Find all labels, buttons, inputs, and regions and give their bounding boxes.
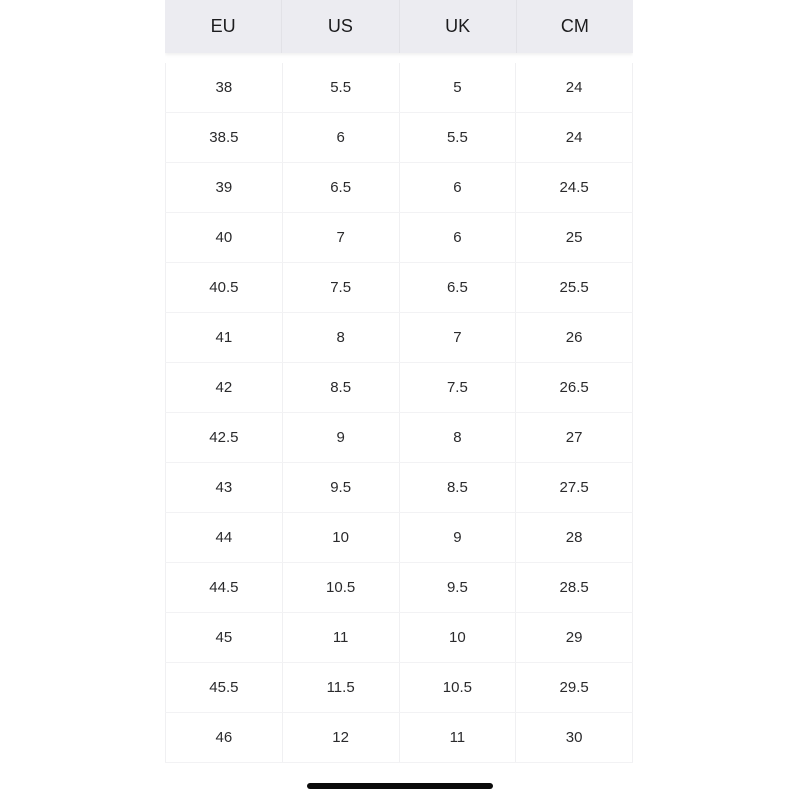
cell-cm: 28 <box>516 513 633 562</box>
cell-us: 5.5 <box>283 63 400 112</box>
cell-cm: 26.5 <box>516 363 633 412</box>
table-row <box>165 263 633 313</box>
cell-us: 11 <box>283 613 400 662</box>
cell-uk: 9 <box>400 513 517 562</box>
cell-uk: 8 <box>400 413 517 462</box>
cell-cm: 24.5 <box>516 163 633 212</box>
cell-eu: 40 <box>165 213 283 262</box>
cell-uk: 8.5 <box>400 463 517 512</box>
column-header-cm: CM <box>560 16 589 36</box>
cell-cm: 24 <box>516 113 633 162</box>
cell-uk: 6 <box>400 213 517 262</box>
cell-eu: 45.5 <box>165 663 283 712</box>
cell-cm: 30 <box>516 713 633 762</box>
cell-eu: 41 <box>165 313 283 362</box>
cell-eu: 46 <box>165 713 283 762</box>
table-row <box>165 363 633 413</box>
cell-us: 6.5 <box>283 163 400 212</box>
cell-us: 8.5 <box>283 363 400 412</box>
cell-uk: 11 <box>400 713 517 762</box>
column-header-eu: EU <box>165 0 282 53</box>
table-row <box>165 463 633 513</box>
cell-us: 8 <box>283 313 400 362</box>
cell-cm: 26 <box>516 313 633 362</box>
cell-cm: 25.5 <box>516 263 633 312</box>
cell-us: 7 <box>283 213 400 262</box>
column-header-uk: UK <box>400 0 517 53</box>
cell-uk: 5 <box>400 63 517 112</box>
cell-cm: 29 <box>516 613 633 662</box>
cell-eu: 44.5 <box>165 563 283 612</box>
cell-eu: 38 <box>165 63 283 112</box>
cell-eu: 44 <box>165 513 283 562</box>
cell-us: 10.5 <box>283 563 400 612</box>
cell-uk: 6 <box>400 163 517 212</box>
table-row <box>165 113 633 163</box>
table-row <box>165 513 633 563</box>
cell-us: 7.5 <box>283 263 400 312</box>
table-row <box>165 663 633 713</box>
table-row <box>165 313 633 363</box>
cell-eu: 38.5 <box>165 113 283 162</box>
cell-us: 11.5 <box>283 663 400 712</box>
cell-uk: 10.5 <box>400 663 517 712</box>
cell-us: 9.5 <box>283 463 400 512</box>
cell-us: 10 <box>283 513 400 562</box>
cell-cm: 28.5 <box>516 563 633 612</box>
cell-eu: 43 <box>165 463 283 512</box>
cell-uk: 6.5 <box>400 263 517 312</box>
cell-eu: 45 <box>165 613 283 662</box>
cell-cm: 25 <box>516 213 633 262</box>
table-row <box>165 713 633 763</box>
home-indicator[interactable] <box>307 783 493 789</box>
cell-uk: 7.5 <box>400 363 517 412</box>
cell-eu: 39 <box>165 163 283 212</box>
column-header-us: US <box>282 0 399 53</box>
cell-eu: 40.5 <box>165 263 283 312</box>
cell-us: 12 <box>283 713 400 762</box>
cell-cm: 29.5 <box>516 663 633 712</box>
cell-eu: 42.5 <box>165 413 283 462</box>
table-row <box>165 613 633 663</box>
table-row <box>165 163 633 213</box>
cell-uk: 9.5 <box>400 563 517 612</box>
cell-cm: 27 <box>516 413 633 462</box>
cell-uk: 10 <box>400 613 517 662</box>
cell-uk: 5.5 <box>400 113 517 162</box>
size-chart-table[interactable] <box>165 0 633 776</box>
cell-us: 6 <box>283 113 400 162</box>
table-row <box>165 63 633 113</box>
table-row <box>165 213 633 263</box>
cell-cm: 24 <box>516 63 633 112</box>
cell-uk: 7 <box>400 313 517 362</box>
cell-cm: 27.5 <box>516 463 633 512</box>
table-header <box>165 0 633 53</box>
cell-us: 9 <box>283 413 400 462</box>
cell-eu: 42 <box>165 363 283 412</box>
table-row <box>165 563 633 613</box>
table-body <box>165 53 633 763</box>
table-row <box>165 413 633 463</box>
